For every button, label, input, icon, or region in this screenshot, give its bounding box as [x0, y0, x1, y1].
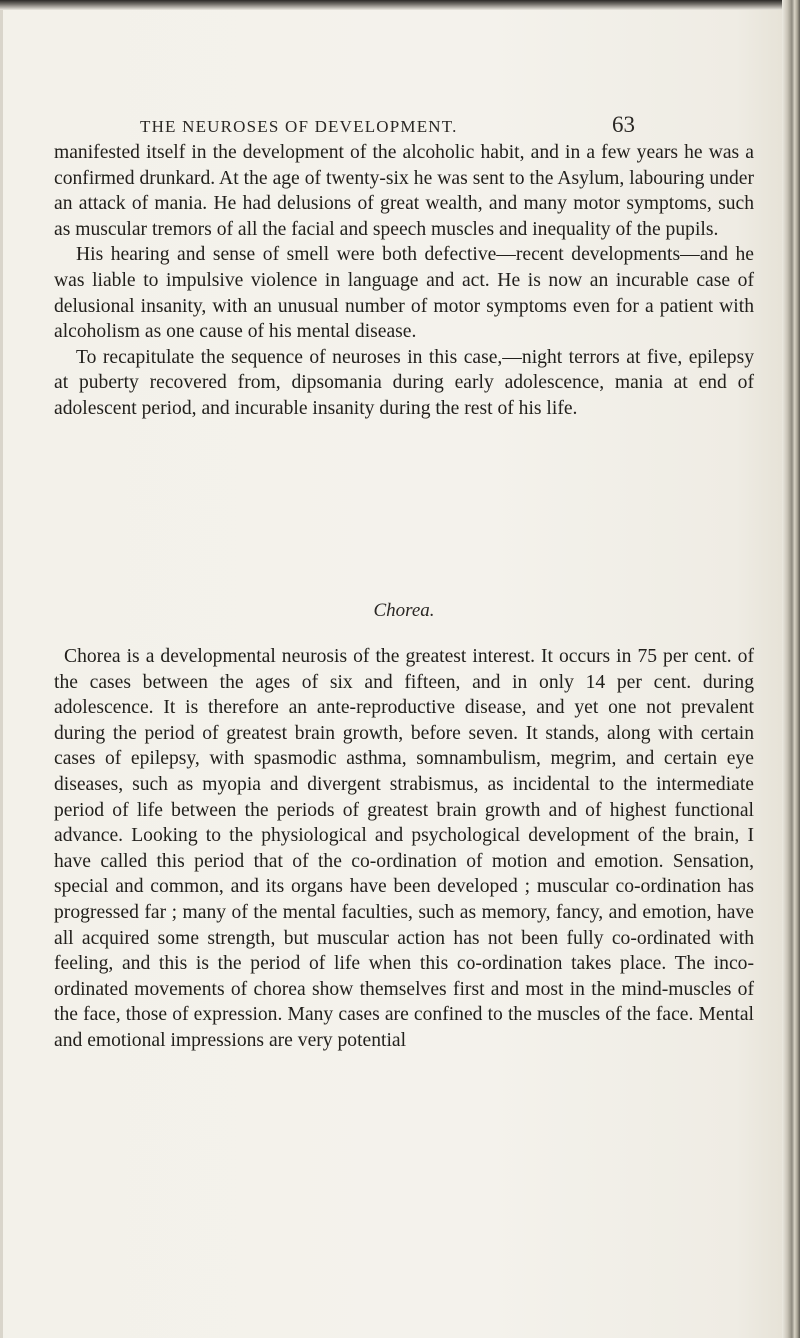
book-fore-edge [782, 0, 800, 1338]
paragraph: To recapitulate the sequence of neuroses in this case,—night terrors at five, epilepsy at puberty recovered from, dipsomania during early adolescence, mania at end of adolescent period, and incurable insanity during the rest of his life. [54, 346, 754, 419]
paragraph: Chorea is a developmental neurosis of the greatest interest. It occurs in 75 per cent. of the cases between the ages of six and fifteen, and in only 14 per cent. during adolescence. It is therefore an ante-reproductive disease, and yet one not prevalent during the period of greatest brain growth, before seven. It stands, along with certain cases of epilepsy, with spasmodic asthma, somnambulism, megrim, and certain eye diseases, such as myopia and divergent strabismus, as incidental to the intermediate period of life between the periods of greatest brain growth and of highest functional advance. Looking to the physiological and psychological development of the brain, I have called this period that of the co-ordination of motion and emotion. Sensation, special and common, and its organs have been developed ; muscular co-ordination has progressed far ; many of the mental faculties, such as memory, fancy, and emotion, have all acquired some strength, but muscular action has not been fully co-ordinated with feeling, and this is the period of life when this co-ordination takes place. The inco-ordinated movements of chorea show themselves first and most in the mind-muscles of the face, those of expression. Many cases are confined to the muscles of the face. Mental and emotional impressions are very potential [54, 646, 754, 1051]
section-body-text [54, 644, 754, 1054]
page-top-edge [0, 0, 800, 10]
section-heading: Chorea. [373, 600, 435, 621]
running-head-title: THE NEUROSES OF DEVELOPMENT. [140, 117, 458, 136]
paragraph: manifested itself in the development of the alcoholic habit, and in a few years he was a confirmed drunkard. At the age of twenty-six he was sent to the Asylum, labouring under an attack of mania. He had delusions of great wealth, and many motor symptoms, such as muscular tremors of all the facial and speech muscles and inequality of the pupils. [54, 142, 754, 240]
paragraph: His hearing and sense of smell were both defective—recent developments—and he was liable to impulsive violence in language and act. He is now an incurable case of delusional insanity, with an unusual number of motor symptoms even for a patient with alcoholism as one cause of his mental disease. [54, 244, 754, 343]
page-left-edge [0, 10, 3, 1338]
body-text [54, 140, 754, 422]
page-number: 63 [612, 112, 635, 137]
